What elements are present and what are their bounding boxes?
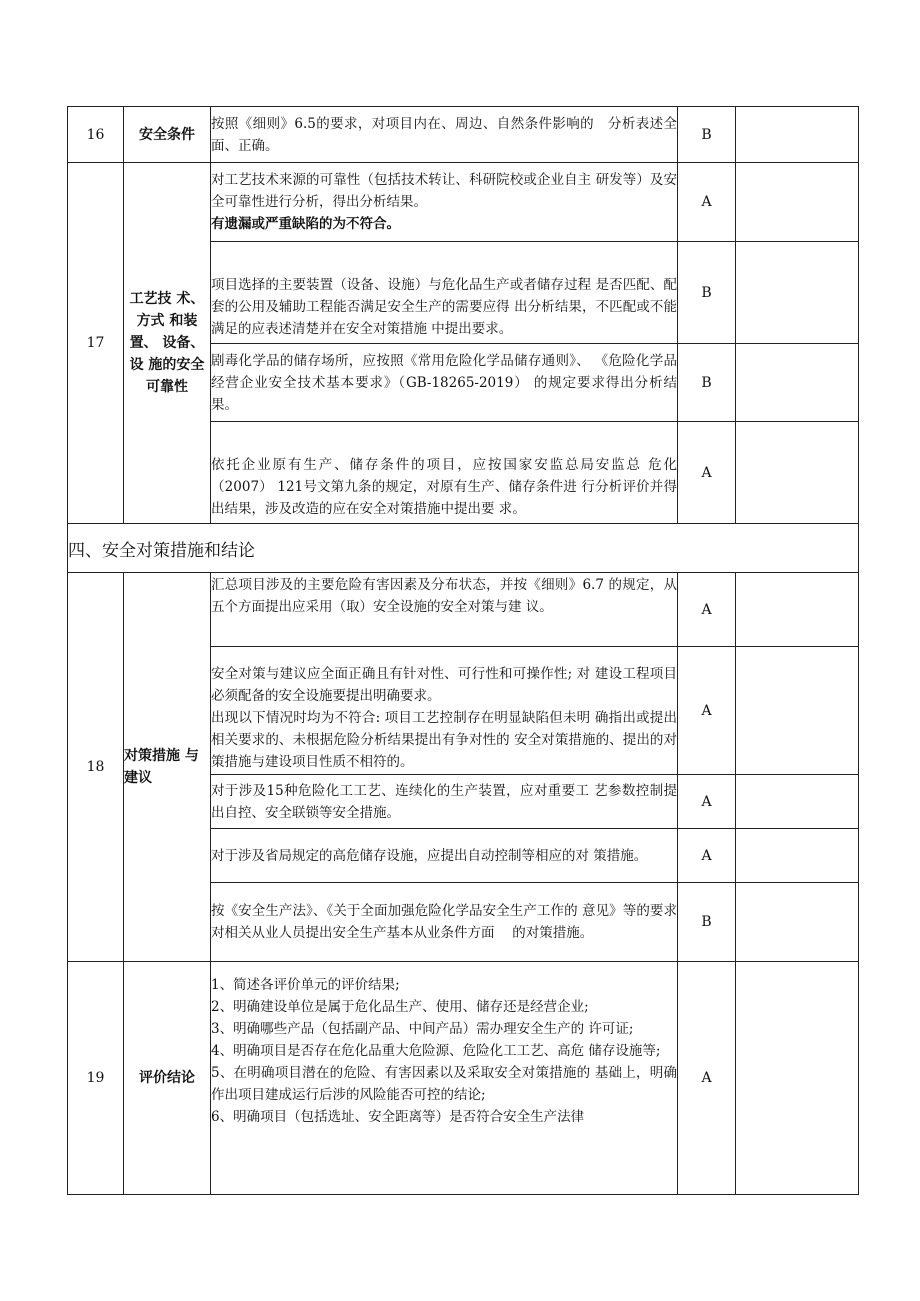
section-heading: 四、安全对策措施和结论 <box>68 524 859 573</box>
table-row-18 <box>68 573 859 647</box>
grade-cell: A <box>678 775 736 829</box>
grade-cell: B <box>678 107 736 163</box>
remark-cell <box>736 422 859 524</box>
criteria-text <box>211 962 678 1195</box>
remark-cell <box>736 962 859 1195</box>
row-number: 16 <box>68 107 124 163</box>
grade-cell: A <box>678 163 736 242</box>
criteria-text: 对于涉及15种危险化工工艺、连续化的生产装置，应对重要工 艺参数控制提出自控、安全联锁等安全措施。 <box>211 775 678 829</box>
grade-cell: A <box>678 829 736 883</box>
remark-cell <box>736 573 859 647</box>
conclusion-line: 6、明确项目（包括选址、安全距离等）是否符合安全生产法律 <box>211 1109 585 1125</box>
grade-cell: A <box>678 573 736 647</box>
table-row-17 <box>68 163 859 242</box>
criteria-text: 按照《细则》6.5的要求，对项目内在、周边、自然条件影响的 分析表述全面、正确。 <box>211 107 678 163</box>
criteria-text: 对于涉及省局规定的高危储存设施，应提出自动控制等相应的对 策措施。 <box>211 829 678 883</box>
grade-cell: B <box>678 883 736 962</box>
evaluation-table <box>67 106 859 1195</box>
criteria-text <box>211 647 678 775</box>
item-name: 评价结论 <box>124 962 211 1195</box>
row-number: 19 <box>68 962 124 1195</box>
remark-cell <box>736 883 859 962</box>
table-row-19 <box>68 962 859 1195</box>
criteria-text: 依托企业原有生产、储存条件的项目，应按国家安监总局安监总 危化（2007） 121号文第九条的规定，对原有生产、储存条件进 行分析评价并得出结果，涉及改造的应在安全对策措施中提出要 求。 <box>211 422 678 524</box>
criteria-line: 出现以下情况时均为不符合: 项目工艺控制存在明显缺陷但未明 确指出或提出相关要求的、未根据危险分析结果提出有争对性的 安全对策措施的、提出的对策措施与建设项目性质不相符的。 <box>211 710 677 770</box>
criteria-text: 剧毒化学品的储存场所，应按照《常用危险化学品储存通则》、 《危险化学品经营企业安全技术基本要求》（GB-18265-2019） 的规定要求得出分析结果。 <box>211 344 678 422</box>
row-number: 17 <box>68 163 124 524</box>
conclusion-line: 4、明确项目是否存在危化品重大危险源、危险化工工艺、高危 储存设施等; <box>211 1043 661 1059</box>
grade-cell: A <box>678 647 736 775</box>
criteria-text: 汇总项目涉及的主要危险有害因素及分布状态，并按《细则》6.7 的规定，从五个方面提出应采用（取）安全设施的安全对策与建 议。 <box>211 573 678 647</box>
remark-cell <box>736 829 859 883</box>
grade-cell: A <box>678 422 736 524</box>
criteria-line: 安全对策与建议应全面正确且有针对性、可行性和可操作性; 对 建设工程项目必须配备的安全设施要提出明确要求。 <box>211 666 677 704</box>
conclusion-line: 5、在明确项目潜在的危险、有害因素以及采取安全对策措施的 基础上，明确作出项目建成运行后涉的风险能否可控的结论; <box>211 1065 677 1103</box>
item-name: 对策措施 与建议 <box>124 573 211 962</box>
criteria-text: 按《安全生产法》、《关于全面加强危险化学品安全生产工作的 意见》等的要求对相关从业人员提出安全生产基本从业条件方面 的对策措施。 <box>211 883 678 962</box>
criteria-line: 对工艺技术来源的可靠性（包括技术转让、科研院校或企业自主 研发等）及安全可靠性进行分析，得出分析结果。 <box>211 172 677 210</box>
remark-cell <box>736 344 859 422</box>
remark-cell <box>736 163 859 242</box>
item-name: 工艺技 术、方式 和装置、 设备、设 施的安全可靠性 <box>124 163 211 524</box>
criteria-text <box>211 163 678 242</box>
remark-cell <box>736 242 859 344</box>
table-row-16 <box>68 107 859 163</box>
conclusion-line: 3、明确哪些产品（包括副产品、中间产品）需办理安全生产的 许可证; <box>211 1021 634 1037</box>
remark-cell <box>736 647 859 775</box>
criteria-text: 项目选择的主要装置（设备、设施）与危化品生产或者储存过程 是否匹配、配套的公用及辅助工程能否满足安全生产的需要应得 出分析结果，不匹配或不能满足的应表述清楚并在安全对策措施 中提出要求。 <box>211 242 678 344</box>
row-number: 18 <box>68 573 124 962</box>
conclusion-line: 2、明确建设单位是属于危化品生产、使用、储存还是经营企业; <box>211 999 589 1015</box>
conclusion-line: 1、简述各评价单元的评价结果; <box>211 977 400 993</box>
criteria-note: 有遗漏或严重缺陷的为不符合。 <box>211 216 400 232</box>
grade-cell: B <box>678 242 736 344</box>
remark-cell <box>736 107 859 163</box>
section-row <box>68 524 859 573</box>
grade-cell: B <box>678 344 736 422</box>
item-name: 安全条件 <box>124 107 211 163</box>
remark-cell <box>736 775 859 829</box>
grade-cell: A <box>678 962 736 1195</box>
